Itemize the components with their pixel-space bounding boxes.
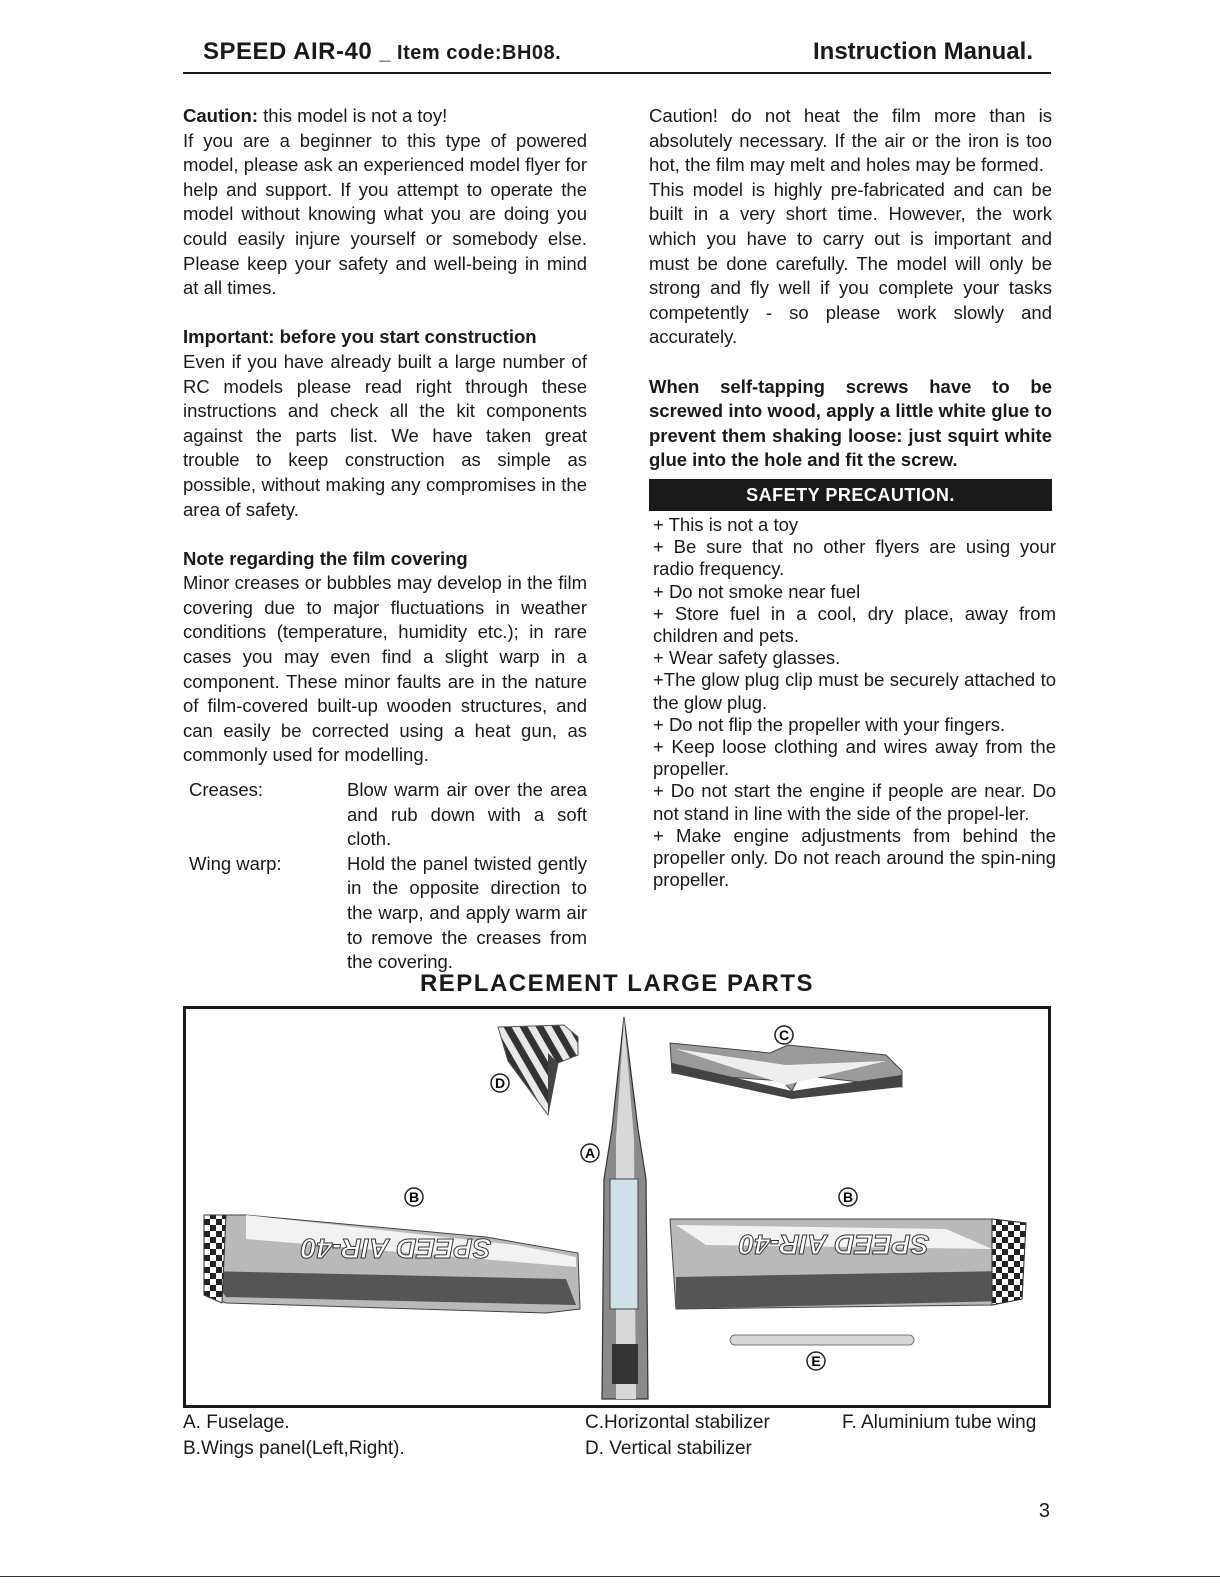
label-c: C <box>778 1027 790 1043</box>
header-manual: Instruction Manual. <box>812 38 1033 65</box>
film-body: Minor creases or bubbles may develop in the film covering due to major fluctuations in weather conditions (temperature, humidity etc.); in rare cases you may even find a slight warp in a component. These minor faults are in the nature of film-covered built-up wooden structures, and can easily be corrected using a heat gun, as commonly used for modelling. <box>183 572 587 766</box>
parts-title: REPLACEMENT LARGE PARTS <box>419 970 815 997</box>
repair-definitions <box>183 778 587 975</box>
safety-item: + Make engine adjustments from behind the propeller only. Do not reach around the spin-ning propeller. <box>653 824 1056 891</box>
safety-item: + Do not start the engine if people are near. Do not stand in line with the side of the propel-ler. <box>653 780 1056 824</box>
caption-aluminium-tube: F. Aluminium tube wing <box>842 1412 1037 1433</box>
parts-figure <box>183 1006 1051 1408</box>
fuselage <box>602 1017 648 1399</box>
item-code: _ Item code:BH08. <box>379 42 562 64</box>
page-number: 3 <box>1038 1500 1050 1522</box>
right-wing <box>670 1219 1026 1309</box>
label-e: E <box>811 1353 821 1369</box>
def-row-wing-warp <box>183 852 587 975</box>
safety-title: SAFETY PRECAUTION. <box>649 479 1052 511</box>
safety-item: + Store fuel in a cool, dry place, away from children and pets. <box>653 602 1056 646</box>
film-heading: Note regarding the film covering <box>183 547 468 569</box>
captions-left <box>183 1410 405 1462</box>
safety-item: + Do not smoke near fuel <box>653 580 861 602</box>
vertical-stabilizer <box>498 1025 578 1115</box>
important-body: Even if you have already built a large number of RC models please read right through these instructions and check all the kit components against the parts list. We have taken great trouble to keep construction as simple as possible, without making any compromises in the area of safety. <box>183 350 587 520</box>
label-a: A <box>584 1145 596 1161</box>
captions-middle <box>585 1410 770 1462</box>
caution-line <box>183 104 587 129</box>
label-b-right: B <box>842 1189 854 1205</box>
right-wing-decal: SPEED AIR-40 <box>738 1229 930 1260</box>
product-name: SPEED AIR-40 <box>203 38 373 65</box>
header-title <box>203 38 561 66</box>
heat-caution: Caution! do not heat the film more than is absolutely necessary. If the air or the iron is too hot, the film may melt and holes may be formed. <box>649 105 1052 176</box>
left-wing <box>204 1215 580 1313</box>
safety-item: + Be sure that no other flyers are using your radio frequency. <box>653 536 1056 580</box>
bottom-rule <box>0 1576 1220 1577</box>
def-row-creases <box>183 778 587 852</box>
safety-list <box>653 514 1056 891</box>
safety-item: + Wear safety glasses. <box>653 647 841 669</box>
aluminium-tube <box>730 1335 914 1345</box>
screws-note: When self-tapping screws have to be screwed into wood, apply a little white glue to prevent them shaking loose: just squirt white glue into the hole and fit the screw. <box>649 375 1052 471</box>
label-d: D <box>494 1075 506 1091</box>
safety-item: +The glow plug clip must be securely attached to the glow plug. <box>653 669 1056 713</box>
safety-item: + This is not a toy <box>653 513 799 535</box>
caption-wings: B.Wings panel(Left,Right). <box>183 1438 405 1459</box>
left-column <box>183 104 587 975</box>
def-term: Wing warp: <box>189 852 282 874</box>
def-desc: Hold the panel twisted gently in the opposite direction to the warp, and apply warm air to remove the creases from the covering. <box>347 852 587 973</box>
caution-label: Caution: <box>183 105 259 126</box>
def-desc: Blow warm air over the area and rub down with a soft cloth. <box>347 779 587 850</box>
caption-horizontal-stabilizer: C.Horizontal stabilizer <box>585 1412 770 1433</box>
safety-item: + Keep loose clothing and wires away from the propeller. <box>653 735 1056 780</box>
right-column <box>649 104 1056 891</box>
horizontal-stabilizer <box>670 1043 902 1099</box>
page-header <box>183 36 1051 74</box>
caution-text: this model is not a toy! <box>258 105 448 126</box>
caption-vertical-stabilizer: D. Vertical stabilizer <box>585 1438 752 1459</box>
prefab-note: This model is highly pre-fabricated and can be built in a very short time. However, the work which you have to carry out is important and must be done carefully. The model will only be strong and fly well if you complete your tasks competently - so please work slowly and accurately. <box>649 178 1052 348</box>
left-wing-decal: SPEED AIR-40 <box>300 1233 492 1264</box>
caption-fuselage: A. Fuselage. <box>183 1412 290 1433</box>
captions-right <box>842 1410 1036 1436</box>
caution-body: If you are a beginner to this type of powered model, please ask an experienced model flyer for help and support. If you attempt to operate the model without knowing what you are doing you could easily injure yourself or somebody else. Please keep your safety and well-being in mind at all times. <box>183 129 587 299</box>
def-term: Creases: <box>189 779 264 801</box>
safety-item: + Do not flip the propeller with your fingers. <box>653 713 1006 735</box>
important-heading: Important: before you start construction <box>183 326 537 348</box>
label-b-left: B <box>408 1189 420 1205</box>
